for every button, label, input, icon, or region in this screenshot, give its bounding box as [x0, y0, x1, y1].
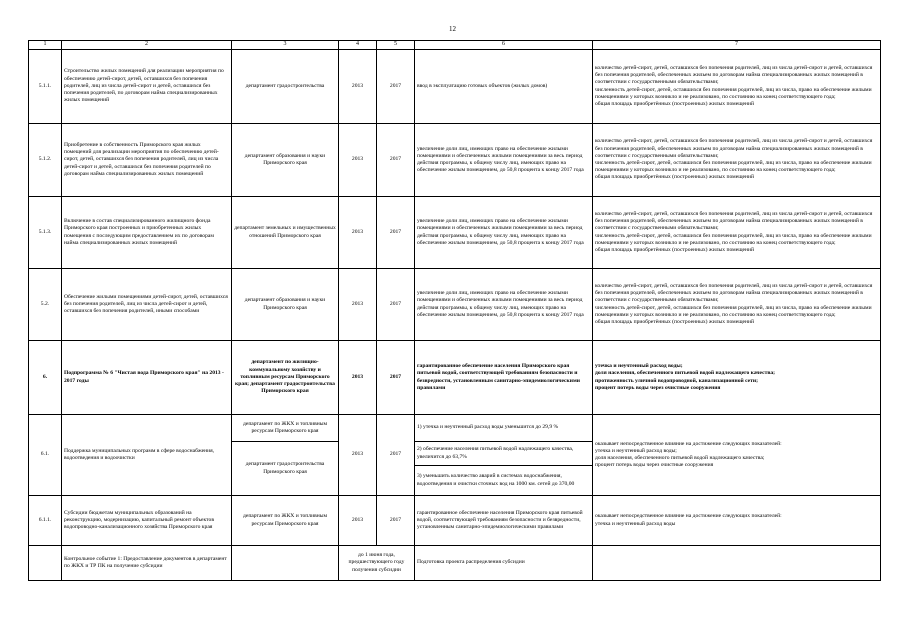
column-number: 3	[232, 41, 339, 50]
subprogram-name: Подпрограмма № 6 "Чистая вода Приморского края" на 2013 - 2017 годы	[62, 341, 232, 415]
table-row	[29, 496, 881, 546]
row-number: 6.1.	[29, 415, 62, 496]
control-event-name: Контрольное событие 1: Предоставление документов в департамент по ЖКХ и ТР ПК на получение субсидии	[62, 546, 232, 581]
column-number: 7	[593, 41, 881, 50]
event-name: Строительство жилых помещений для реализации мероприятия по обеспечению детей-сирот, детей, оставшихся без попечения родителей, лиц из числа детей-сирот и детей, оставшихся без попечения родителей, по договорам найма специализированных жилых помещений	[62, 50, 232, 124]
row-number: 6.	[29, 341, 62, 415]
expected-result: 1) утечка и неучтенный расход воды уменьшится до 29,9 %	[415, 415, 593, 442]
table-row	[29, 124, 881, 197]
end-year: 2017	[377, 341, 415, 415]
expected-result: увеличение доли лиц, имеющих право на обеспечение жилыми помещениями и обеспеченных жилыми помещениями за весь период действия программы, к общему числу лиц, имеющих право на обеспечение жилым помещением, до 50,8 процента к концу 2017 года	[415, 269, 593, 341]
table-row	[29, 269, 881, 341]
control-deadline: до 1 июня года, предшествующего году получения субсидии	[339, 546, 415, 581]
start-year: 2013	[339, 197, 377, 269]
column-number: 6	[415, 41, 593, 50]
event-name: Приобретение в собственность Приморского края жилых помещений для реализации мероприятия по обеспечению детей-сирот, детей, оставшихся без попечения родителей, лиц из числа детей-сирот и детей, оставшихся без попечения родителей по договорам найма специализированных жилых помещений	[62, 124, 232, 197]
indicators: количество детей-сирот, детей, оставшихся без попечения родителей, лиц из числа детей-сирот и детей, оставшихся без попечения родителей, обеспеченных жильем по договорам найма специализированных жилых помещений в соответствии с государственными обязательствами; численность детей-сирот, детей, оставшихся без попечения родителей, лиц из числа, право на обеспечение жилыми помещениями у которых возникло и не реализовано, по состоянию на конец соответствующего года; общая площадь приобретённых (построенных) жилых помещений	[593, 197, 881, 269]
end-year: 2017	[377, 269, 415, 341]
event-name: Поддержка муниципальных программ в сфере водоснабжения, водоотведения и водоочистки	[62, 415, 232, 496]
event-name: Обеспечение жилыми помещениями детей-сирот, детей, оставшихся без попечения родителей, лиц из числа детей-сирот и детей, оставшихся без попечения родителей, иными способами	[62, 269, 232, 341]
expected-result: 2) обеспечение населения питьевой водой надлежащего качества, увеличится до 63,7%	[415, 442, 593, 466]
column-number: 5	[377, 41, 415, 50]
start-year: 2013	[339, 496, 377, 546]
row-number	[29, 546, 62, 581]
indicators: оказывает непосредственное влияние на достижение следующих показателей: утечка и неучтенный расход воды	[593, 496, 881, 546]
row-number: 5.2.	[29, 269, 62, 341]
column-number: 4	[339, 41, 377, 50]
start-year: 2013	[339, 341, 377, 415]
end-year: 2017	[377, 415, 415, 496]
executor: департамент по ЖКХ и топливным ресурсам Приморского края	[232, 496, 339, 546]
table-row	[29, 415, 881, 442]
executor: департамент земельных и имущественных отношений Приморского края	[232, 197, 339, 269]
start-year: 2013	[339, 124, 377, 197]
indicators: оказывает непосредственное влияние на достижение следующих показателей: утечка и неучтенный расход воды; доля населения, обеспеченного питьевой водой надлежащего качества; процент потерь воды через очистные сооружения	[593, 415, 881, 496]
executor: департамент по жилищно-коммунальному хозяйству и топливным ресурсам Приморского края; департамент градостроительства Приморского края	[232, 341, 339, 415]
control-event-row	[29, 546, 881, 581]
table-row	[29, 50, 881, 124]
row-number: 5.1.2.	[29, 124, 62, 197]
expected-result: Подготовка проекта распределения субсидии	[415, 546, 593, 581]
executor: департамент градостроительства	[232, 50, 339, 124]
event-name: Субсидии бюджетам муниципальных образований на реконструкцию, модернизацию, капитальный ремонт объектов водопроводно-канализационного хозяйства Приморского края	[62, 496, 232, 546]
column-number: 2	[62, 41, 232, 50]
indicators: утечка и неучтенный расход воды; доля населения, обеспеченного питьевой водой надлежащего качества; протяженность уличной водопроводной, канализационной сети; процент потерь воды через очистные сооружения	[593, 341, 881, 415]
event-name: Включение в состав специализированного жилищного фонда Приморского края построенных и приобретенных жилых помещения с последующим предоставлением их по договорам найма специализированных жилых помещений	[62, 197, 232, 269]
expected-result: гарантированное обеспечение населения Приморского края питьевой водой, соответствующей требованиям безопасности и безвредности, установленным санитарно-эпидемиологическими правилами	[415, 341, 593, 415]
indicators: количество детей-сирот, детей, оставшихся без попечения родителей, лиц из числа детей-сирот и детей, оставшихся без попечения родителей, обеспеченных жильем по договорам найма специализированных жилых помещений в соответствии с государственными обязательствами; численность детей-сирот, детей, оставшихся без попечения родителей, лиц из числа, право на обеспечение жилыми помещениями у которых возникло и не реализовано, по состоянию на конец соответствующего года; общая площадь приобретённых (построенных) жилых помещений	[593, 124, 881, 197]
program-table	[28, 40, 881, 581]
expected-result: гарантированное обеспечение населения Приморского края питьевой водой, соответствующей требованиям безопасности и безвредности, установленным санитарно-эпидемиологическими правилами	[415, 496, 593, 546]
indicators: количество детей-сирот, детей, оставшихся без попечения родителей, лиц из числа детей-сирот и детей, оставшихся без попечения родителей, обеспеченных жильем по договорам найма специализированных жилых помещений в соответствии с государственными обязательствами; численность детей-сирот, детей, оставшихся без попечения родителей, лиц из числа, право на обеспечение жилыми помещениями у которых возникло и не реализовано, по состоянию на конец соответствующего года; общая площадь приобретённых (построенных) жилых помещений	[593, 50, 881, 124]
end-year: 2017	[377, 124, 415, 197]
start-year: 2013	[339, 50, 377, 124]
column-number-row	[29, 41, 881, 50]
start-year: 2013	[339, 415, 377, 496]
expected-result: увеличение доли лиц, имеющих право на обеспечение жилыми помещениями и обеспеченных жилыми помещениями за весь период действия программы, к общему числу лиц, имеющих право на обеспечение жилым помещением, до 50,8 процента к концу 2017 года	[415, 124, 593, 197]
end-year: 2017	[377, 197, 415, 269]
expected-result: увеличение доли лиц, имеющих право на обеспечение жилыми помещениями и обеспеченных жилыми помещениями за весь период действия программы, к общему числу лиц, имеющих право на обеспечение жилым помещением, до 50,8 процента к концу 2017 года	[415, 197, 593, 269]
start-year: 2013	[339, 269, 377, 341]
executor: департамент градостроительства Приморского края	[232, 442, 339, 496]
expected-result: 3) уменьшить количество аварий в системах водоснабжения, водоотведения и очистки сточных вод на 1000 км. сетей до 370,00	[415, 466, 593, 496]
end-year: 2017	[377, 50, 415, 124]
expected-result: ввод в эксплуатацию готовых объектов (жилых домов)	[415, 50, 593, 124]
indicators: количество детей-сирот, детей, оставшихся без попечения родителей, лиц из числа детей-сирот и детей, оставшихся без попечения родителей, обеспеченных жильем по договорам найма специализированных жилых помещений в соответствии с государственными обязательствами; численность детей-сирот, детей, оставшихся без попечения родителей, лиц из числа, право на обеспечение жилыми помещениями у которых возникло и не реализовано, по состоянию на конец соответствующего года; общая площадь приобретённых (построенных) жилых помещений	[593, 269, 881, 341]
page-number: 12	[449, 25, 456, 33]
executor: департамент образования и науки Приморского края	[232, 269, 339, 341]
table-row	[29, 197, 881, 269]
indicators	[593, 546, 881, 581]
executor: департамент по ЖКХ и топливным ресурсам Приморского края	[232, 415, 339, 442]
executor	[232, 546, 339, 581]
column-number: 1	[29, 41, 62, 50]
row-number: 5.1.3.	[29, 197, 62, 269]
row-number: 5.1.1.	[29, 50, 62, 124]
end-year: 2017	[377, 496, 415, 546]
executor: департамент образования и науки Приморского края	[232, 124, 339, 197]
subprogram-row	[29, 341, 881, 415]
row-number: 6.1.1.	[29, 496, 62, 546]
